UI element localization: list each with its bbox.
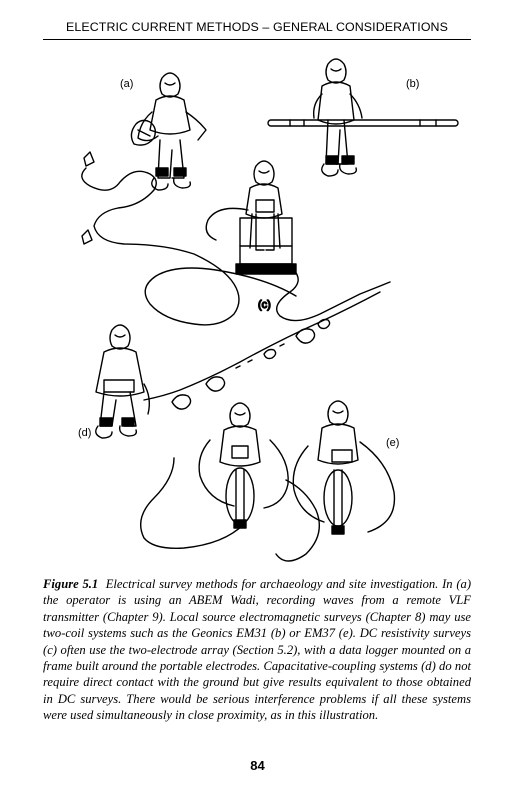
page-number: 84 — [250, 758, 265, 773]
figure-caption — [43, 576, 471, 724]
panel-label-c: (c) — [258, 299, 271, 311]
header-rule — [43, 39, 471, 40]
operator-a — [131, 73, 206, 190]
towed-electrodes — [172, 320, 330, 410]
panel-label-b: (b) — [406, 78, 420, 90]
panel-label-d: (d) — [78, 427, 92, 439]
panel-label-e: (e) — [386, 437, 400, 449]
cable-e — [141, 458, 320, 561]
panel-label-a: (a) — [120, 78, 134, 90]
running-head: ELECTRIC CURRENT METHODS – GENERAL CONSIDERATIONS — [66, 20, 448, 34]
operator-c — [236, 161, 296, 274]
figure-5-1 — [40, 50, 480, 565]
caption-text: Electrical survey methods for archaeology and site investigation. In (a) the operator is using an ABEM Wadi, recording waves from a remote VLF transmitter (Chapter 9). Local source electromagnetic surveys (Chapter 8) may use two-coil systems such as the Geonics EM31 (b) or EM37 (e). DC resistivity surveys (c) often use the two-electrode array (Section 5.2), with a data logger mounted on a frame built around the portable electrodes. Capacitative-coupling systems (d) do not require direct contact with the ground but give results equivalent to those obtained in DC surveys. There would be serious interference problems if all these systems were used simultaneously in close proximity, as in this illustration. — [43, 577, 472, 723]
operator-d — [96, 325, 150, 438]
operator-e-left — [199, 403, 288, 528]
figure-label: Figure 5.1 — [43, 577, 99, 591]
operator-e-right — [293, 401, 394, 534]
operator-b — [268, 59, 458, 176]
survey-illustration — [40, 50, 480, 565]
